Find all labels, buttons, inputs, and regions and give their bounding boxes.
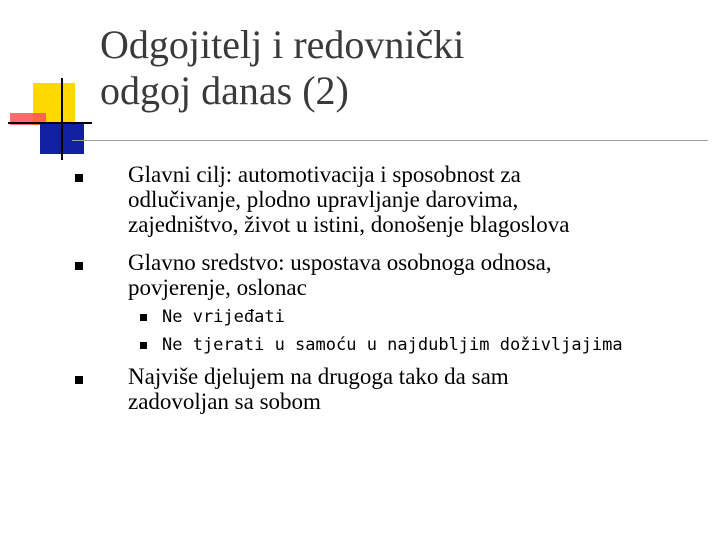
bullet-text: Najviše djelujem na drugoga tako da sam zadovoljan sa sobom <box>128 364 509 414</box>
square-bullet-icon <box>140 342 147 349</box>
square-bullet-icon <box>75 376 83 384</box>
sub-bullet-item-1 <box>162 306 720 328</box>
bullet-item-1 <box>128 162 688 237</box>
slide-title-line-2: odgoj danas (2) <box>100 68 349 113</box>
bullet-text: Glavni cilj: automotivacija i sposobnost za odlučivanje, plodno upravljanje darovima, zajedništvo, život u istini, donošenje blagoslova <box>128 162 570 237</box>
bullet-item-3 <box>128 364 688 414</box>
sub-bullet-item-2 <box>162 334 720 356</box>
sub-bullet-text: Ne tjerati u samoću u najdubljim doživljajima <box>162 335 623 355</box>
square-bullet-icon <box>140 314 147 321</box>
square-bullet-icon <box>75 174 83 182</box>
slide-title-line-1: Odgojitelj i redovnički <box>100 22 465 67</box>
bullet-text: Glavno sredstvo: uspostava osobnoga odnosa, povjerenje, oslonac <box>128 250 552 300</box>
bullet-item-2 <box>128 250 688 300</box>
sub-bullet-text: Ne vrijeđati <box>162 307 285 327</box>
square-bullet-icon <box>75 262 83 270</box>
